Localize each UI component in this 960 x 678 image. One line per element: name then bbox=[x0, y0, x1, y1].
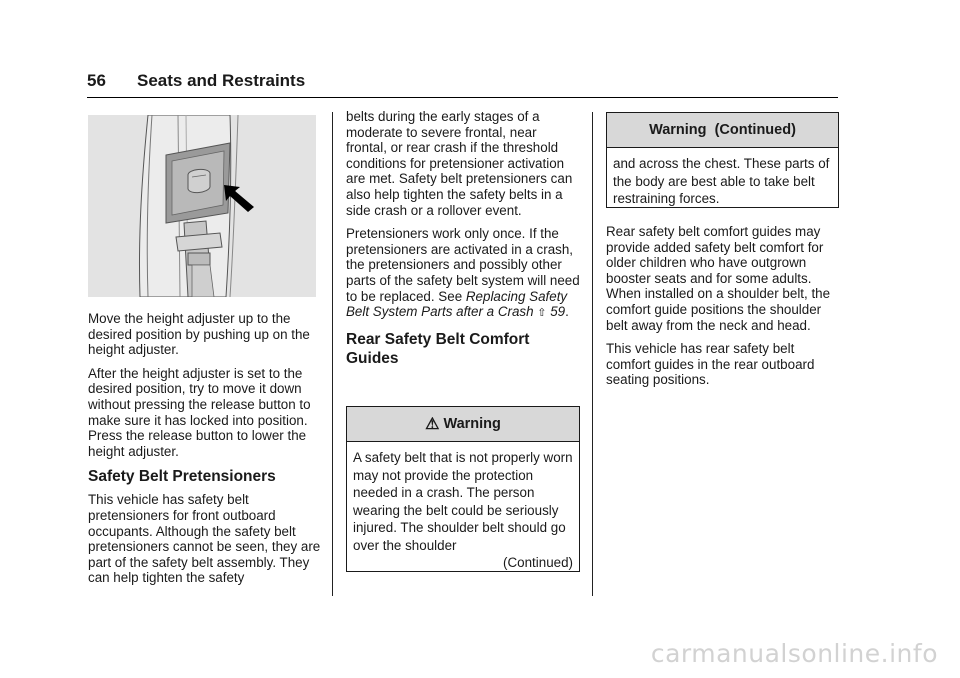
seat-belt-height-adjuster-illustration bbox=[88, 115, 316, 297]
page-header bbox=[87, 71, 838, 97]
column-divider-1 bbox=[332, 112, 333, 596]
column-3 bbox=[606, 224, 842, 396]
warning-continued-body: and across the chest. These parts of the body are best able to take belt restraining forces. bbox=[613, 156, 830, 206]
warning-continued-header bbox=[607, 113, 838, 148]
column-1 bbox=[88, 311, 324, 594]
section-title: Seats and Restraints bbox=[137, 71, 306, 90]
warning-header bbox=[347, 407, 579, 442]
column-divider-2 bbox=[592, 112, 593, 596]
watermark: carmanualsonline.info bbox=[650, 639, 938, 668]
cross-reference-link[interactable]: Replacing Safety Belt System Parts after a Crash bbox=[346, 288, 568, 320]
warning-box bbox=[346, 406, 580, 572]
page-reference-number[interactable]: 59 bbox=[550, 304, 566, 320]
paragraph-comfort-guides: Rear safety belt comfort guides may provide added safety belt comfort for older children who have outgrown booster seats and for some adults. When installed on a shoulder belt, the comfort guide positions the shoulder belt away from the neck and head. bbox=[606, 224, 831, 333]
paragraph-height-adjuster-up: Move the height adjuster up to the desired position by pushing up on the height adjuster. bbox=[88, 311, 310, 358]
paragraph-pretensioners-intro: This vehicle has safety belt pretensioners for front outboard occupants. Although the safety belt pretensioners cannot be seen, they are part of the safety belt assembly. They can help tighten the safety bbox=[88, 492, 321, 586]
heading-pretensioners: Safety Belt Pretensioners bbox=[88, 468, 276, 486]
page-number: 56 bbox=[87, 71, 106, 90]
paragraph-height-adjuster-lock: After the height adjuster is set to the desired position, try to move it down without pressing the release button to make sure it has locked into position. Press the release button to lower the height adjuster. bbox=[88, 365, 311, 459]
sentence-end: . bbox=[565, 304, 569, 320]
warning-body bbox=[347, 442, 579, 578]
header-rule bbox=[87, 97, 838, 98]
paragraph-pretensioners-once bbox=[346, 226, 580, 322]
warning-continued-title: Warning (Continued) bbox=[649, 122, 796, 138]
paragraph-comfort-guides-location: This vehicle has rear safety belt comfort guides in the rear outboard seating positions. bbox=[606, 341, 815, 388]
warning-continued: (Continued) bbox=[503, 555, 573, 570]
paragraph-pretensioners-continued: belts during the early stages of a moderate to severe frontal, near frontal, or rear crash if the threshold conditions for pretensioner activation are met. Safety belt pretensioners can also help tighten the safety belts in a side crash or a rollover event. bbox=[346, 109, 573, 218]
warning-title: Warning bbox=[443, 416, 501, 432]
warning-symbol-icon: ⚠ bbox=[425, 416, 440, 433]
column-2 bbox=[346, 109, 580, 374]
warning-continued-box bbox=[606, 112, 839, 208]
paragraph-text: Pretensioners work only once. If the pretensioners are activated in a crash, the pretensioners and possibly other parts of the safety belt system will need to be replaced. See bbox=[346, 226, 580, 304]
page-reference-icon: ⇧ bbox=[537, 307, 547, 320]
heading-rear-comfort-guides: Rear Safety Belt Comfort Guides bbox=[346, 330, 530, 367]
warning-text: A safety belt that is not properly worn may not provide the protection needed in a crash. The person wearing the belt could be seriously injured. The shoulder belt should go over the shoulder bbox=[353, 450, 573, 553]
